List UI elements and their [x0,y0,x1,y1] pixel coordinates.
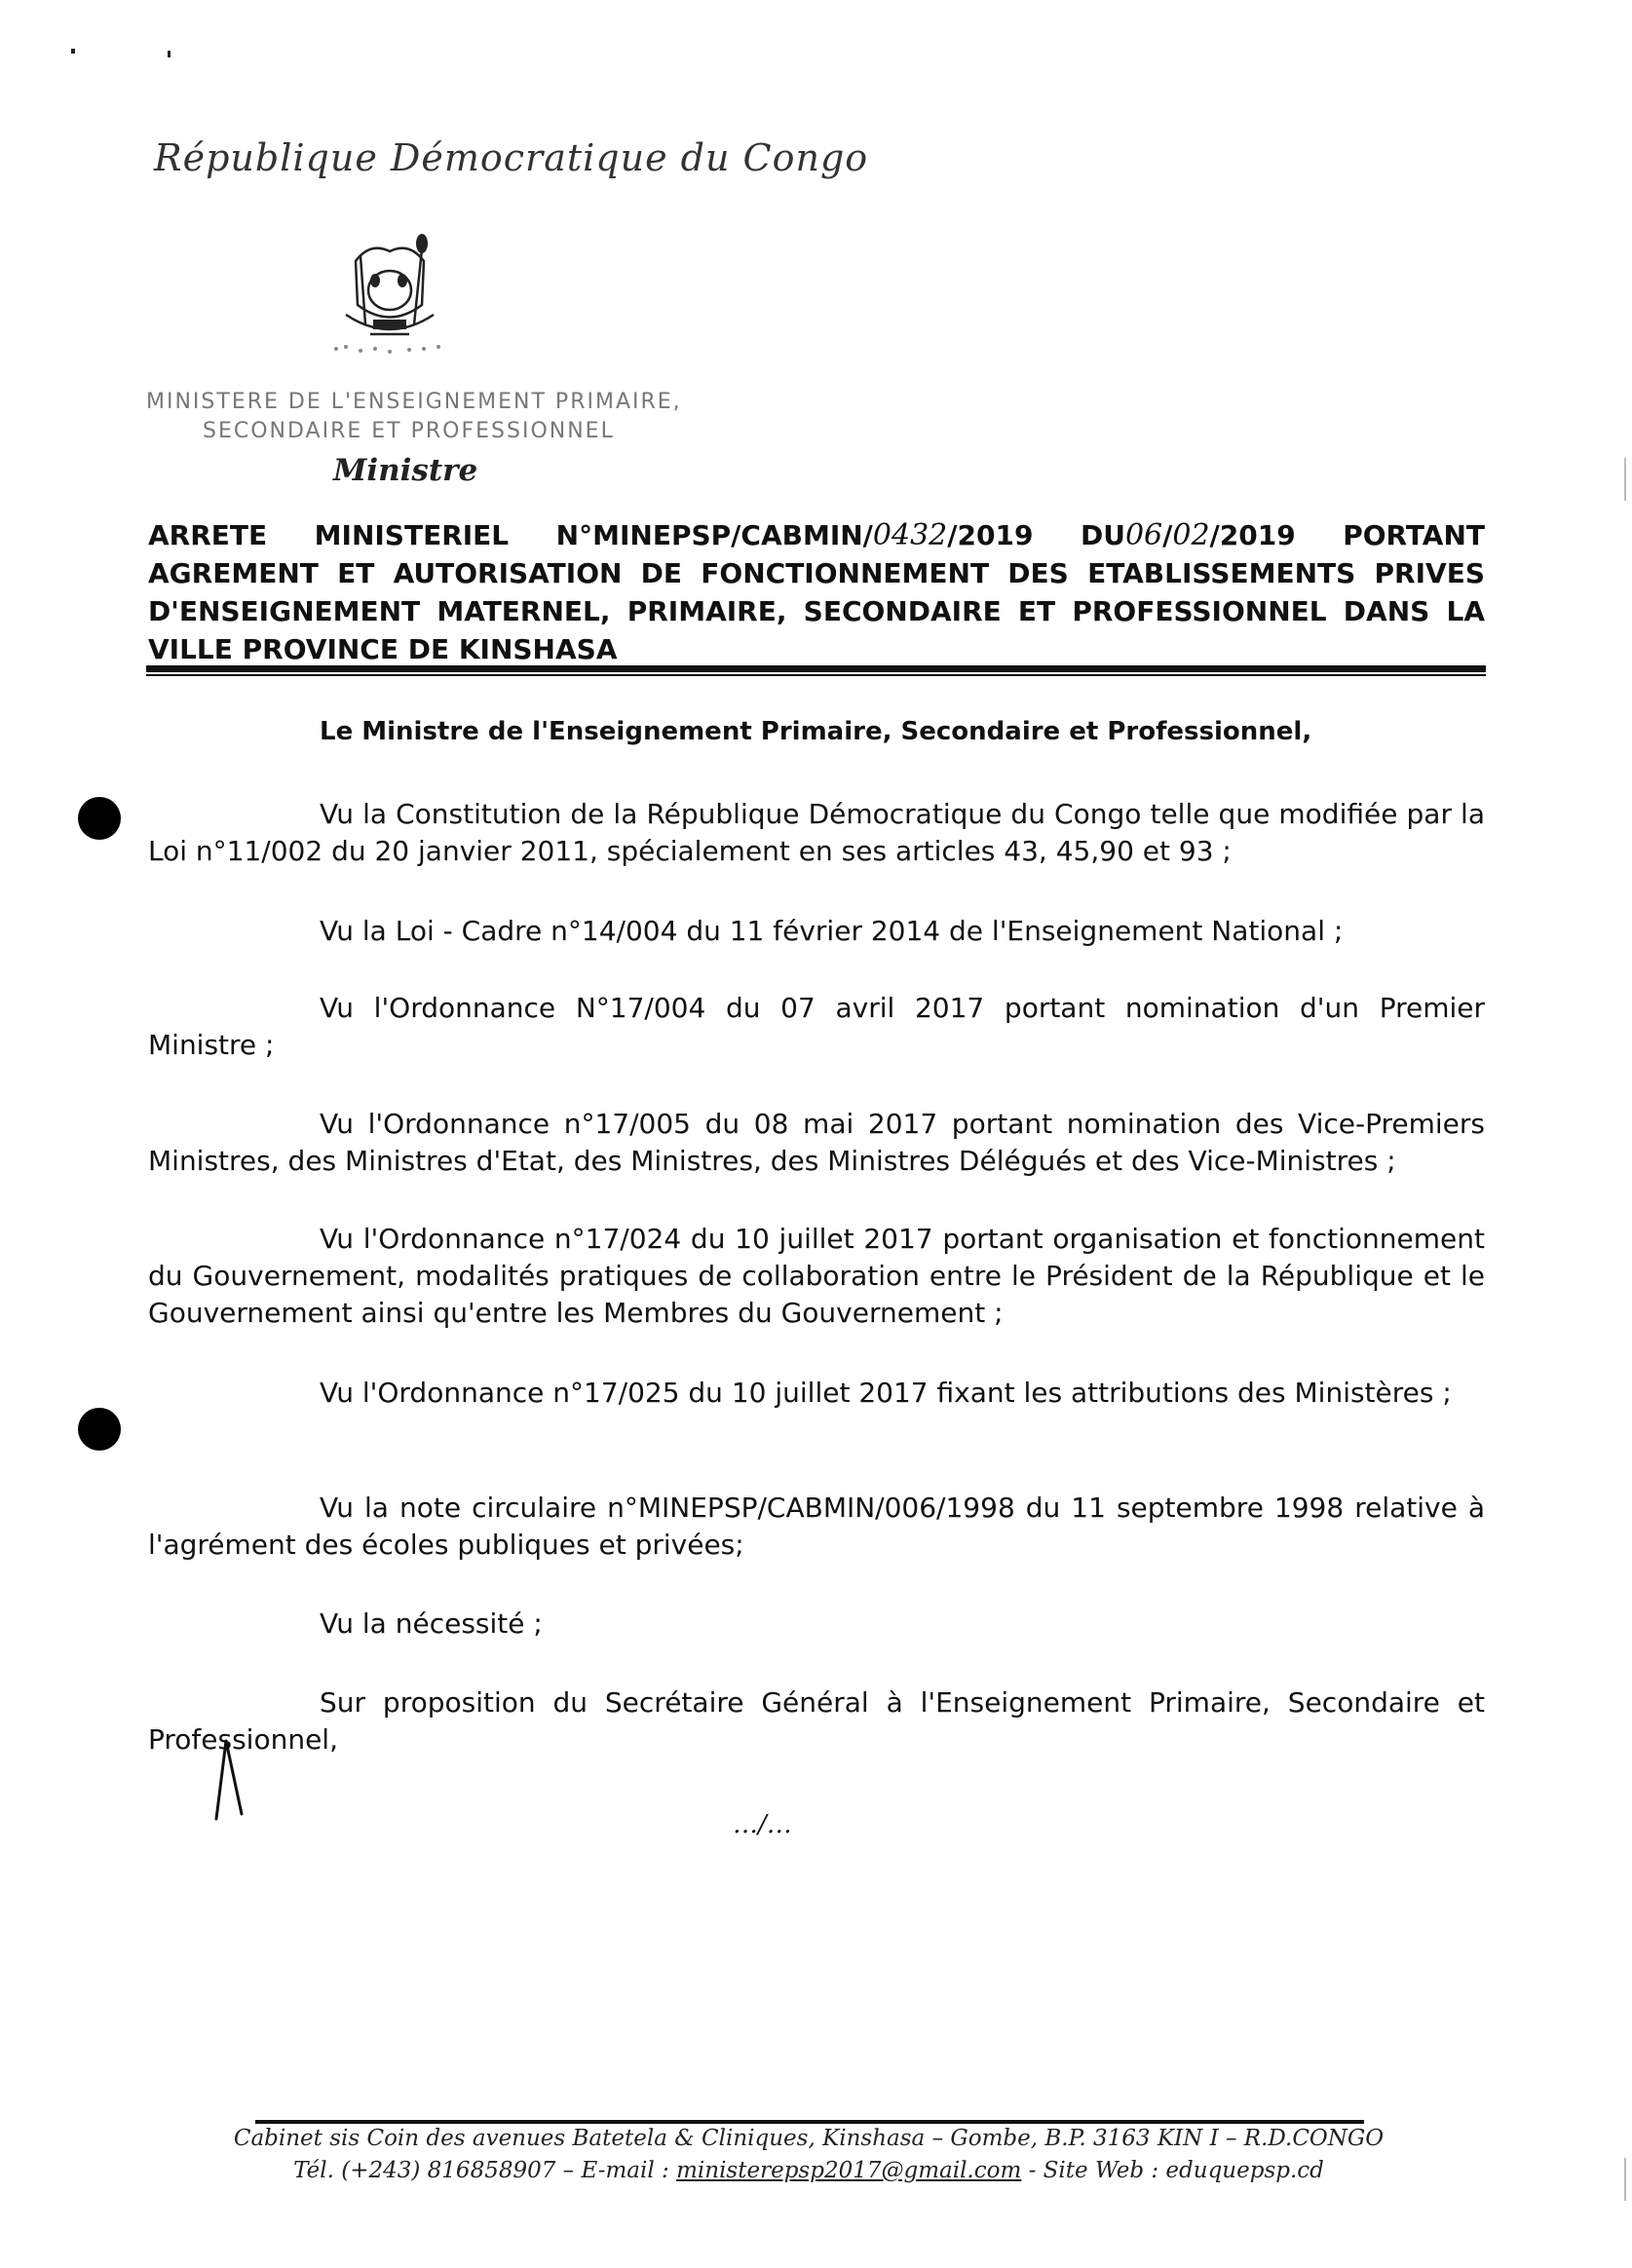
consideration-paragraph: Vu la Loi - Cadre n°14/004 du 11 février 2014 de l'Enseignement National ; [320,915,1344,947]
decree-number-handwritten: 0432 [872,518,948,552]
ministry-name-line1: MINISTERE DE L'ENSEIGNEMENT PRIMAIRE, [146,390,682,414]
consideration-paragraph: Vu la Constitution de la République Démocratique du Congo telle que modifiée par la Loi n°11/002 du 20 janvier 2011, spécialement en ses articles 43, 45,90 et 93 ; [148,798,1485,867]
punch-hole [78,797,121,840]
scan-edge-mark [1624,458,1626,501]
coat-of-arms-emblem [317,222,463,359]
punch-hole [78,1408,121,1451]
republic-header: République Démocratique du Congo [154,136,869,179]
ministre-label: Ministre [333,453,478,488]
footer-email-link[interactable]: ministerepsp2017@gmail.com [676,2158,1022,2183]
title-mid: /2019 DU [947,519,1125,551]
title-rest: /2019 PORTANT AGREMENT ET AUTORISATION DE FONCTIONNEMENT DES ETABLISSEMENTS PRIVES D'ENSEIGNEMENT MATERNEL, PRIMAIRE, SECONDAIRE ET PROFESSIONNEL DANS LA VILLE PROVINCE DE KINSHASA [148,519,1485,665]
consideration-paragraph: Vu l'Ordonnance n°17/005 du 08 mai 2017 portant nomination des Vice-Premiers Ministres, des Ministres d'Etat, des Ministres, des Ministres Délégués et des Vice-Ministres ; [148,1108,1485,1177]
footer-phone: Tél. (+243) 816858907 – E-mail : [293,2158,677,2183]
scan-speck [71,49,75,54]
scan-speck [168,51,171,57]
footer-website: - Site Web : eduquepsp.cd [1021,2158,1324,2183]
decree-month-handwritten: 02 [1172,518,1210,552]
decree-day-handwritten: 06 [1124,518,1163,552]
title-underline [146,665,1486,672]
footer-address: Cabinet sis Coin des avenues Batetela & Cliniques, Kinshasa – Gombe, B.P. 3163 KIN I – R.D.CONGO [233,2126,1385,2151]
footer-rule [255,2120,1364,2124]
title-prefix: ARRETE MINISTERIEL N°MINEPSP/CABMIN/ [148,519,873,551]
consideration-paragraph: Vu la note circulaire n°MINEPSP/CABMIN/006/1998 du 11 septembre 1998 relative à l'agrément des écoles publiques et privées; [148,1492,1485,1561]
consideration-paragraph: Vu l'Ordonnance n°17/024 du 10 juillet 2017 portant organisation et fonctionnement du Gouvernement, modalités pratiques de collaboration entre le Président de la République et le Gouvernement ainsi qu'entre les Membres du Gouvernement ; [148,1223,1485,1329]
minister-heading: Le Ministre de l'Enseignement Primaire, Secondaire et Professionnel, [320,717,1312,746]
decree-title [148,516,1485,668]
title-date-separator: / [1162,519,1173,551]
consideration-paragraph: Vu l'Ordonnance N°17/004 du 07 avril 2017 portant nomination d'un Premier Ministre ; [148,992,1485,1061]
handwritten-initial [212,1736,251,1824]
consideration-paragraph: Sur proposition du Secrétaire Général à l'Enseignement Primaire, Secondaire et Professionnel, [148,1686,1485,1756]
consideration-paragraph: Vu la nécessité ; [320,1607,543,1640]
title-underline-thin [146,674,1486,676]
footer-contact [175,2158,1442,2183]
scan-edge-mark [1624,2158,1626,2201]
consideration-paragraph: Vu l'Ordonnance n°17/025 du 10 juillet 2017 fixant les attributions des Ministères ; [320,1377,1452,1409]
ministry-name-line2: SECONDAIRE ET PROFESSIONNEL [203,419,615,443]
continued-marker: …/… [733,1810,792,1839]
